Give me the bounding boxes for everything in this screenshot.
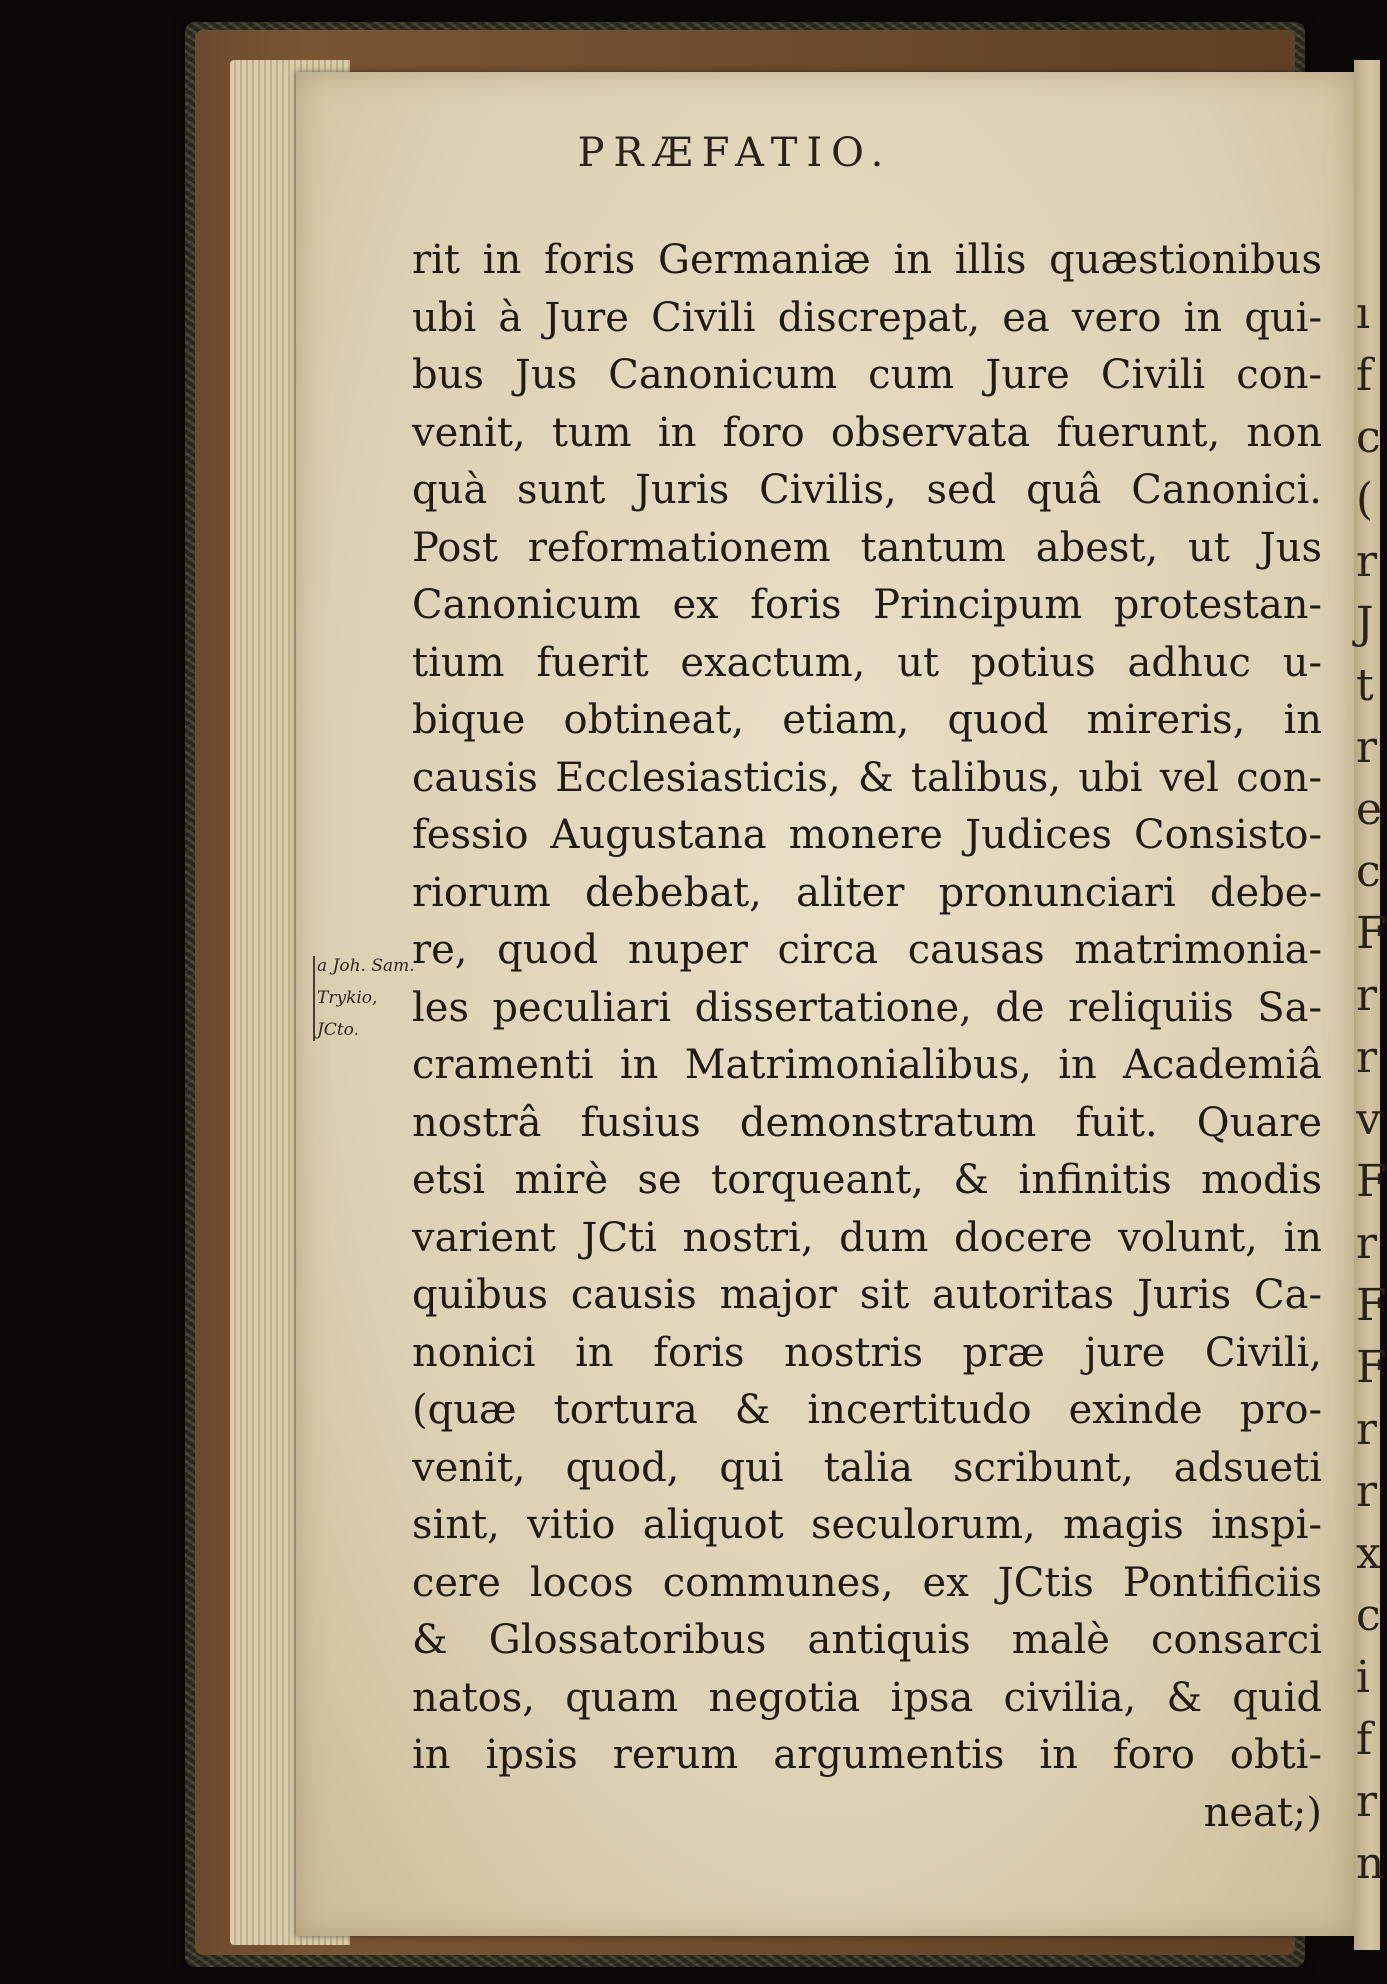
facing-page-glyph: e	[1356, 784, 1383, 835]
facing-page-glyph: F	[1356, 908, 1387, 959]
facing-page-glyph: J	[1356, 598, 1374, 649]
text-line: Post reformationem tantum abest, ut Jus	[412, 524, 1322, 571]
text-line: varient JCti nostri, dum docere volunt, in	[412, 1214, 1322, 1261]
text-line: Canonicum ex foris Principum protestan-	[412, 582, 1322, 628]
facing-page-glyph: r	[1356, 970, 1378, 1021]
facing-page-glyph: F	[1356, 1156, 1387, 1207]
facing-page-glyph: ı	[1356, 288, 1371, 339]
text-line: re, quod nuper circa causas matrimonia-	[412, 927, 1322, 973]
text-line: fessio Augustana monere Judices Consisto-	[412, 812, 1322, 858]
text-line: quibus causis major sit autoritas Juris Ca-	[412, 1272, 1322, 1318]
body-text	[412, 232, 1322, 1842]
running-head: PRÆFATIO.	[577, 130, 893, 176]
facing-page-glyph: c	[1356, 412, 1381, 463]
facing-page-glyph: c	[1356, 846, 1381, 897]
text-line: & Glossatoribus antiquis malè consarci	[412, 1617, 1322, 1663]
text-line: riorum debebat, aliter pronunciari debe-	[412, 869, 1322, 916]
text-line: venit, quod, qui talia scribunt, adsueti	[412, 1444, 1322, 1491]
text-line: bus Jus Canonicum cum Jure Civili con-	[412, 352, 1322, 398]
text-line: etsi mirè se torqueant, & infinitis modis	[412, 1157, 1322, 1203]
facing-page-glyph: i	[1356, 1652, 1371, 1703]
facing-page-glyph: r	[1356, 1404, 1378, 1455]
marginal-note-line: Trykio,	[317, 988, 378, 1008]
facing-page-glyph: r	[1356, 722, 1378, 773]
facing-page-glyph: f	[1356, 1714, 1373, 1765]
facing-page-sliver	[1354, 60, 1387, 1950]
marginal-note-line: JCto.	[317, 1020, 359, 1040]
facing-page-glyph: x	[1356, 1528, 1381, 1579]
text-line: (quæ tortura & incertitudo exinde pro-	[412, 1387, 1322, 1433]
facing-page-glyph: r	[1356, 536, 1378, 587]
facing-page-glyph: v	[1356, 1094, 1381, 1145]
facing-page-glyph: c	[1356, 1590, 1381, 1641]
text-line: in ipsis rerum argumentis in foro obti-	[412, 1732, 1322, 1778]
facing-page-glyph: r	[1356, 1776, 1378, 1827]
facing-page-glyph: n	[1356, 1838, 1385, 1889]
facing-page-glyph: r	[1356, 1218, 1378, 1269]
text-line: causis Ecclesiasticis, & talibus, ubi vel con-	[412, 754, 1322, 801]
facing-page-glyph: r	[1356, 1466, 1378, 1517]
text-line: rit in foris Germaniæ in illis quæstionibus	[412, 237, 1322, 283]
text-line: nostrâ fusius demonstratum fuit. Quare	[412, 1099, 1322, 1146]
text-line: nonici in foris nostris præ jure Civili,	[412, 1329, 1322, 1376]
marginal-bracket	[313, 956, 315, 1041]
text-line: quà sunt Juris Civilis, sed quâ Canonici.	[412, 467, 1322, 513]
text-line: natos, quam negotia ipsa civilia, & quid	[412, 1674, 1322, 1721]
facing-page-glyph: F	[1356, 1280, 1387, 1331]
text-line: ubi à Jure Civili discrepat, ea vero in qui-	[412, 294, 1322, 341]
text-line: tium fuerit exactum, ut potius adhuc u-	[412, 639, 1322, 686]
facing-page-glyph: t	[1356, 660, 1374, 711]
text-line: sint, vitio aliquot seculorum, magis inspi-	[412, 1502, 1322, 1548]
facing-page-glyph: r	[1356, 1032, 1378, 1083]
text-line: cramenti in Matrimonialibus, in Academiâ	[412, 1042, 1322, 1088]
facing-page-glyph: (	[1356, 474, 1374, 525]
text-line: les peculiari dissertatione, de reliquiis Sa-	[412, 984, 1322, 1031]
marginal-note-line: a Joh. Sam.	[317, 956, 415, 976]
text-line: venit, tum in foro observata fuerunt, non	[412, 409, 1322, 456]
text-line: bique obtineat, etiam, quod mireris, in	[412, 697, 1322, 743]
text-line: cere locos communes, ex JCtis Pontificiis	[412, 1559, 1322, 1606]
facing-page-glyph: f	[1356, 350, 1373, 401]
facing-page-glyph: F	[1356, 1342, 1387, 1393]
catchword: neat;)	[1203, 1789, 1322, 1836]
